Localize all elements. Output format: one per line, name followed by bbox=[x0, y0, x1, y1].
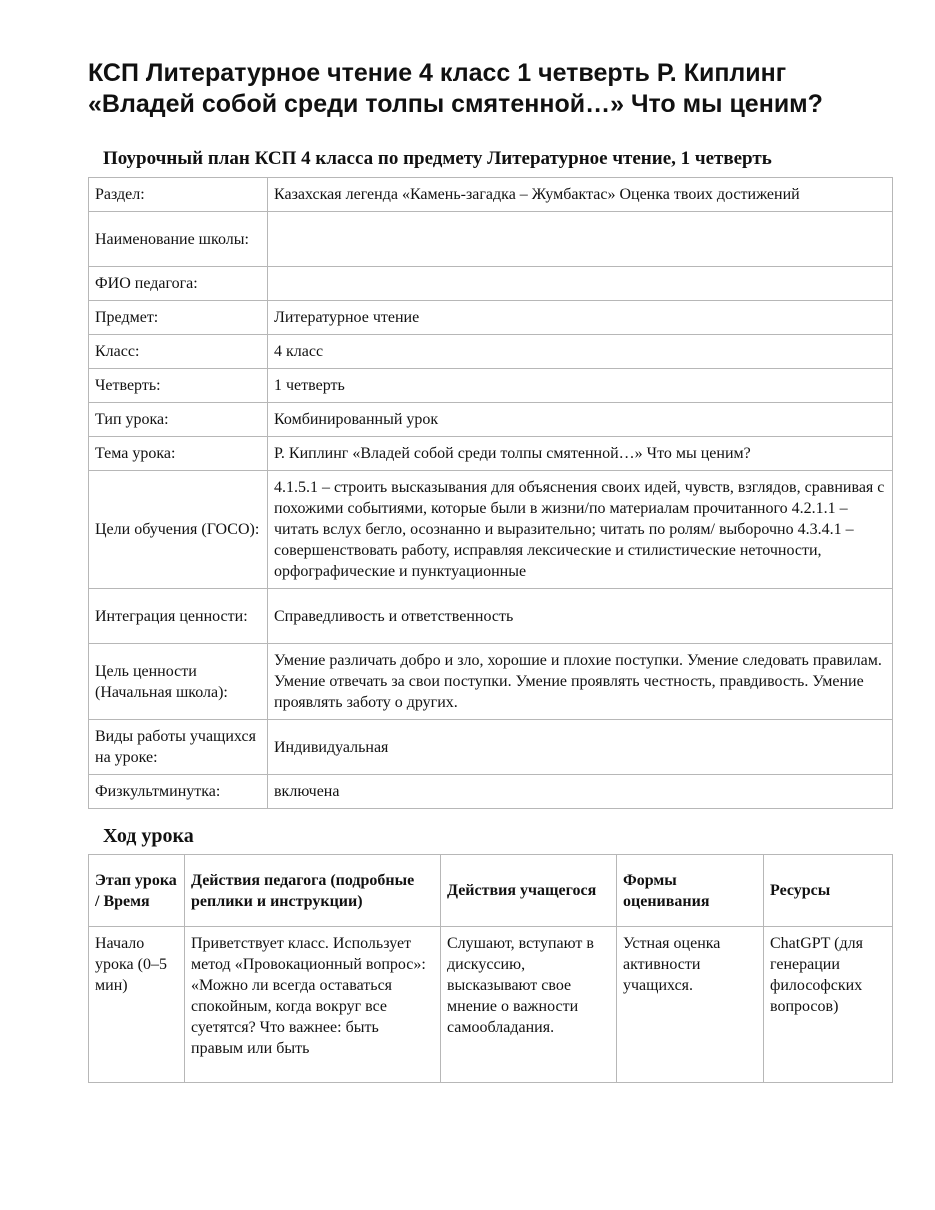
row-value: Справедливость и ответственность bbox=[268, 589, 893, 644]
row-value: 4 класс bbox=[268, 335, 893, 369]
table-row bbox=[89, 267, 893, 301]
table-row bbox=[89, 335, 893, 369]
plan-subtitle: Поурочный план КСП 4 класса по предмету Литературное чтение, 1 четверть bbox=[103, 148, 772, 169]
row-value: Умение различать добро и зло, хорошие и плохие поступки. Умение следовать правилам. Умение отвечать за свои поступки. Умение проявлять честность, правдивость. Умение проявлять заботу о других. bbox=[268, 644, 893, 720]
row-value: Р. Киплинг «Владей собой среди толпы смятенной…» Что мы ценим? bbox=[268, 437, 893, 471]
document-title: КСП Литературное чтение 4 класс 1 четверть Р. Киплинг «Владей собой среди толпы смятенной…» Что мы ценим? bbox=[88, 59, 823, 118]
row-value: включена bbox=[268, 775, 893, 809]
row-label: Виды работы учащихся на уроке: bbox=[89, 720, 268, 775]
row-label: Предмет: bbox=[89, 301, 268, 335]
row-value: Комбинированный урок bbox=[268, 403, 893, 437]
row-label: Наименование школы: bbox=[89, 212, 268, 267]
row-value: Индивидуальная bbox=[268, 720, 893, 775]
row-label: Цели обучения (ГОСО): bbox=[89, 471, 268, 589]
cell-student-actions: Слушают, вступают в дискуссию, высказывают свое мнение о важности самообладания. bbox=[441, 927, 617, 1083]
row-label: Физкультминутка: bbox=[89, 775, 268, 809]
document-page bbox=[88, 58, 893, 1083]
table-row bbox=[89, 644, 893, 720]
table-row bbox=[89, 178, 893, 212]
table-row bbox=[89, 927, 893, 1083]
row-label: Четверть: bbox=[89, 369, 268, 403]
table-row bbox=[89, 720, 893, 775]
row-label: Цель ценности (Начальная школа): bbox=[89, 644, 268, 720]
cell-resources: ChatGPT (для генерации философских вопросов) bbox=[764, 927, 893, 1083]
cell-stage: Начало урока (0–5 мин) bbox=[89, 927, 185, 1083]
column-header-student: Действия учащегося bbox=[441, 855, 617, 927]
table-row bbox=[89, 301, 893, 335]
column-header-teacher: Действия педагога (подробные реплики и инструкции) bbox=[185, 855, 441, 927]
row-value: 4.1.5.1 – строить высказывания для объяснения своих идей, чувств, взглядов, сравнивая с похожими событиями, которые были в жизни/по материалам прочитанного 4.2.1.1 – читать вслух бегло, осознанно и выразительно; читать по ролям/ выборочно 4.3.4.1 – совершенствовать работу, исправляя лексические и стилистические неточности, орфографические и пунктуационные bbox=[268, 471, 893, 589]
row-value: Литературное чтение bbox=[268, 301, 893, 335]
row-label: Раздел: bbox=[89, 178, 268, 212]
row-label: Тип урока: bbox=[89, 403, 268, 437]
row-label: Интеграция ценности: bbox=[89, 589, 268, 644]
table-header-row bbox=[89, 855, 893, 927]
cell-teacher-actions: Приветствует класс. Использует метод «Провокационный вопрос»: «Можно ли всегда оставаться спокойным, когда вокруг все суетятся? Что важнее: быть правым или быть bbox=[185, 927, 441, 1083]
lesson-plan-table bbox=[88, 177, 893, 809]
table-row bbox=[89, 369, 893, 403]
lesson-flow-table bbox=[88, 854, 893, 1083]
row-label: ФИО педагога: bbox=[89, 267, 268, 301]
column-header-resources: Ресурсы bbox=[764, 855, 893, 927]
column-header-assessment: Формы оценивания bbox=[617, 855, 764, 927]
row-value bbox=[268, 267, 893, 301]
lesson-flow-heading: Ход урока bbox=[103, 825, 194, 847]
row-label: Тема урока: bbox=[89, 437, 268, 471]
row-value: Казахская легенда «Камень-загадка – Жумбактас» Оценка твоих достижений bbox=[268, 178, 893, 212]
row-label: Класс: bbox=[89, 335, 268, 369]
row-value bbox=[268, 212, 893, 267]
table-row bbox=[89, 212, 893, 267]
column-header-stage: Этап урока / Время bbox=[89, 855, 185, 927]
table-row bbox=[89, 437, 893, 471]
table-row bbox=[89, 775, 893, 809]
row-value: 1 четверть bbox=[268, 369, 893, 403]
cell-assessment: Устная оценка активности учащихся. bbox=[617, 927, 764, 1083]
table-row bbox=[89, 589, 893, 644]
table-row bbox=[89, 403, 893, 437]
table-row bbox=[89, 471, 893, 589]
